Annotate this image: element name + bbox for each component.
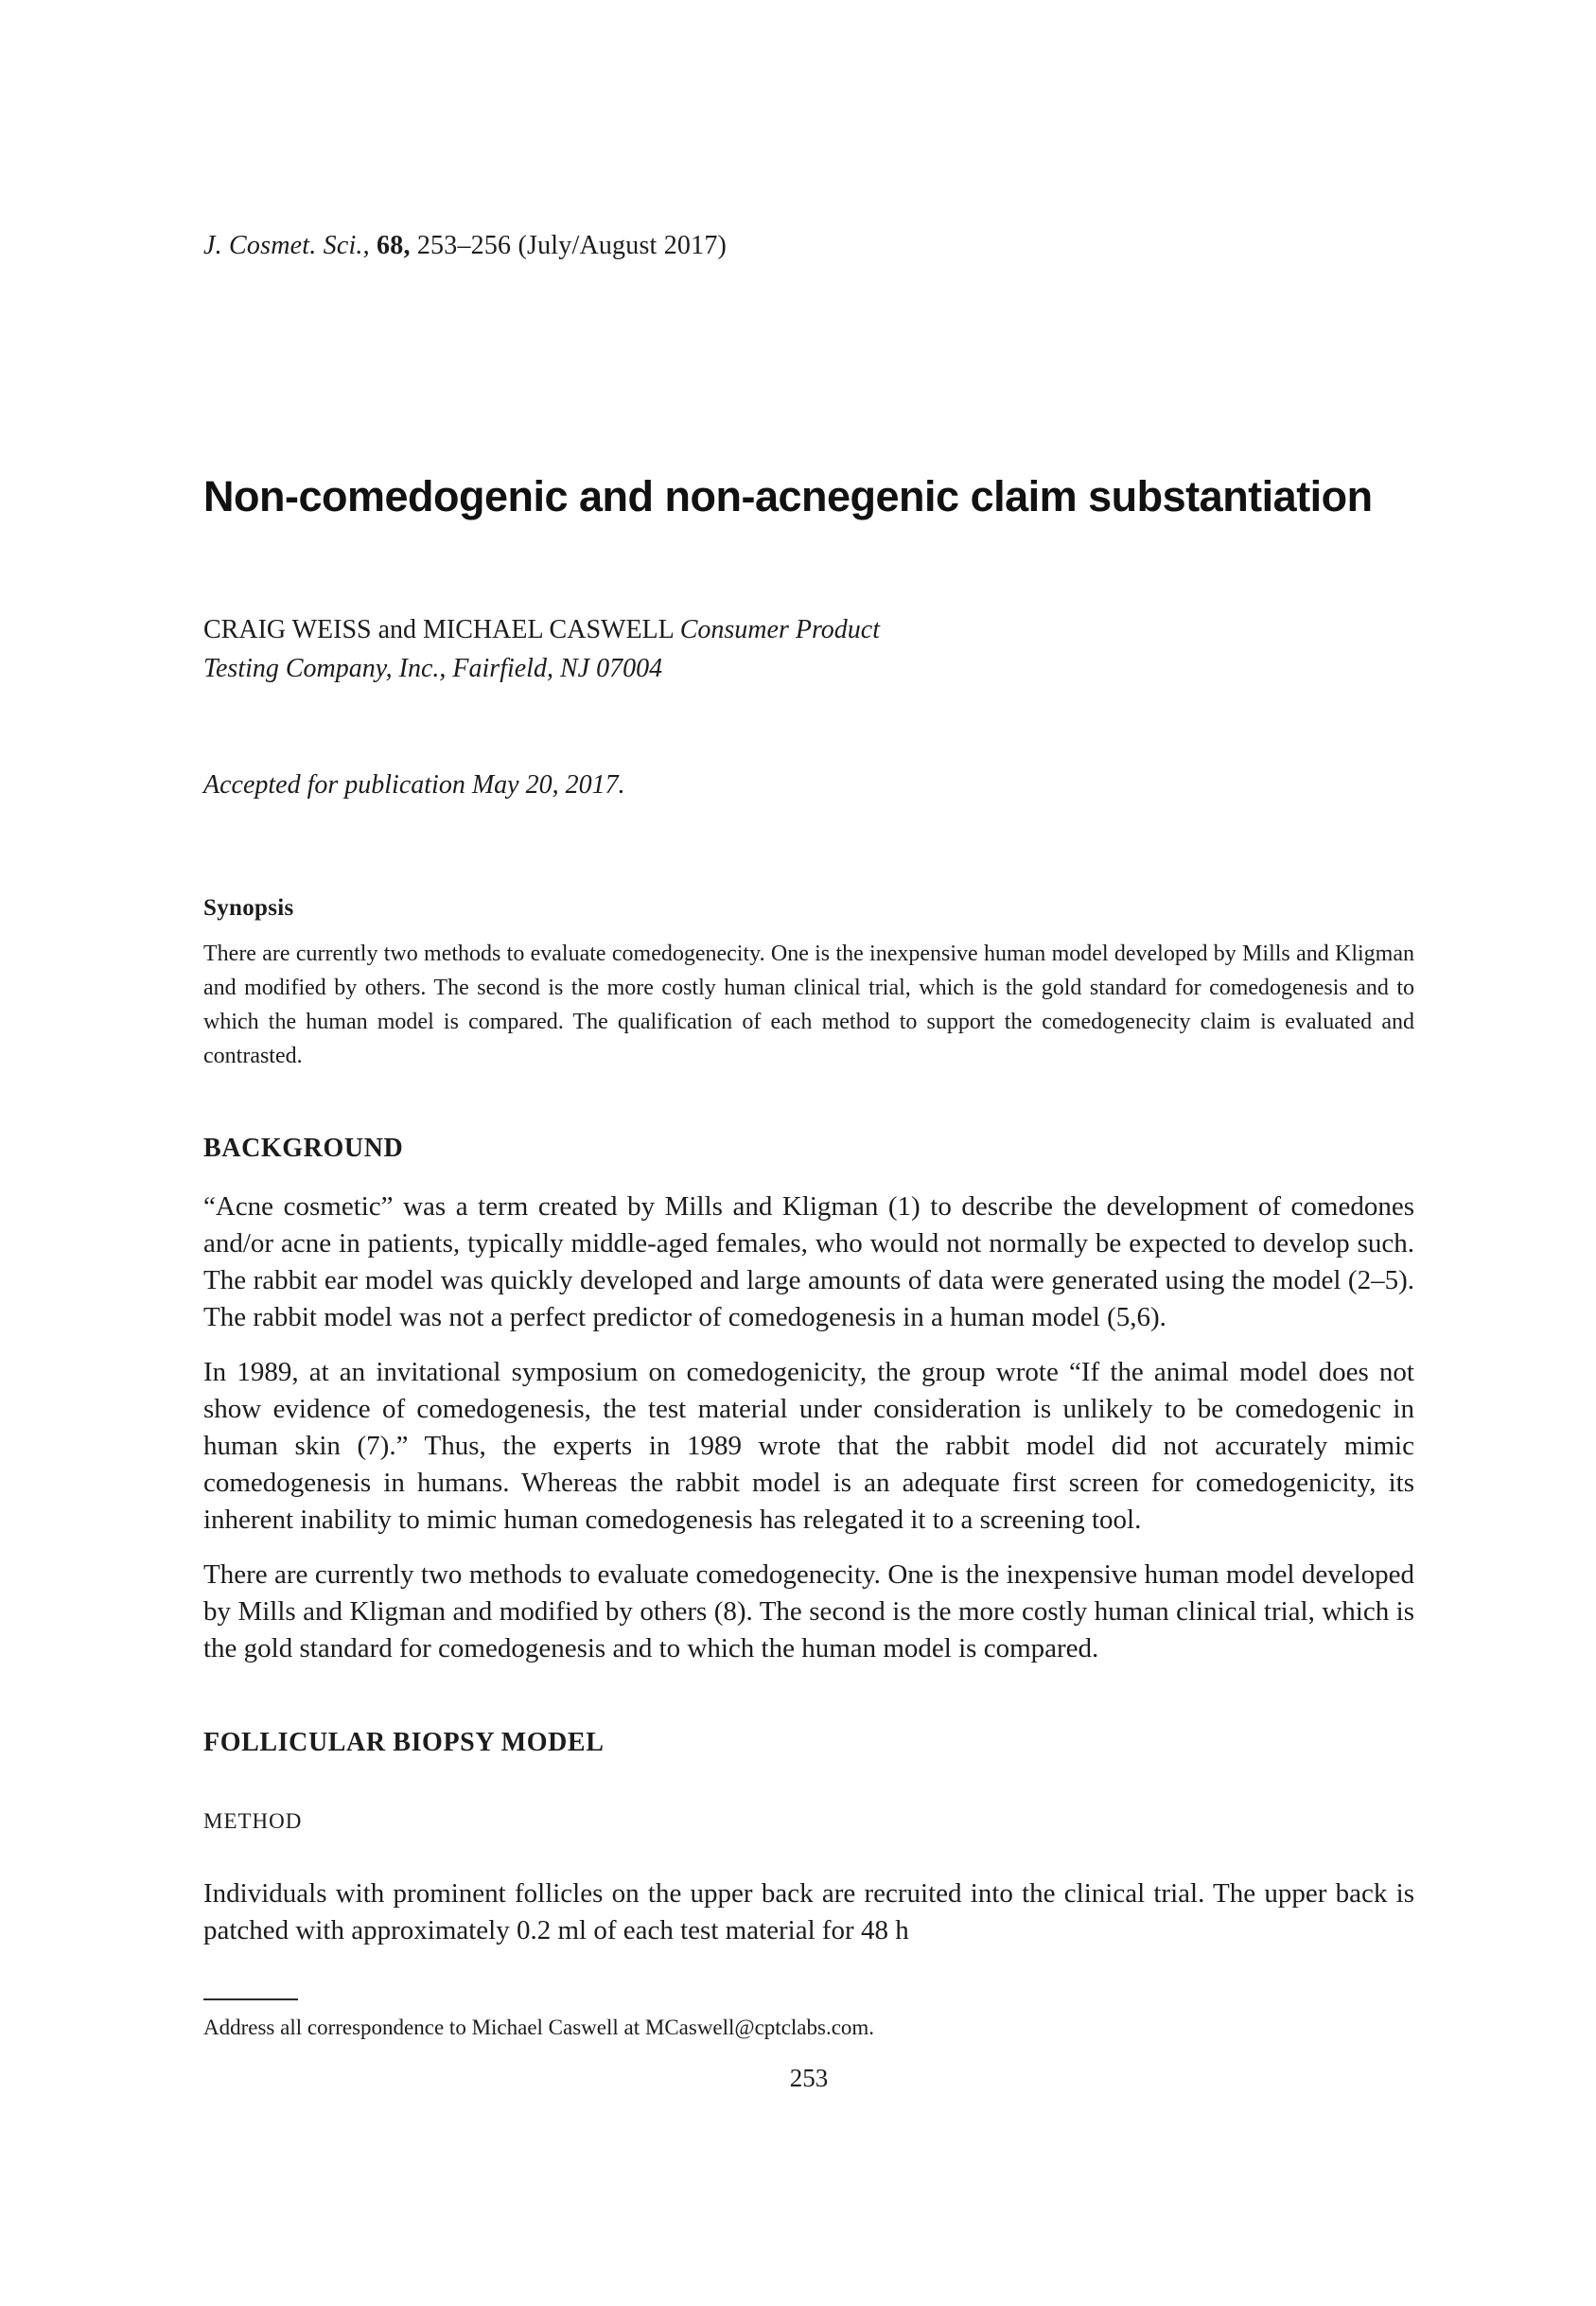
footnote-block <box>203 1998 1414 2042</box>
method-paragraph: Individuals with prominent follicles on the upper back are recruited into the clinical trial. The upper back is patched with approximately 0.2 ml of each test material for 48 h <box>203 1877 1414 1945</box>
synopsis-body: There are currently two methods to evaluate comedogenecity. One is the inexpensive human model developed by Mills and Kligman and modified by others. The second is the more costly human clinical trial, which is the gold standard for comedogenesis and to which the human model is compared. The qualification of each method to support the comedogenecity claim is evaluated and contrasted. <box>203 941 1414 1068</box>
journal-volume: 68, <box>377 231 411 260</box>
page-number: 253 <box>789 2064 829 2093</box>
accepted-note: Accepted for publication May 20, 2017. <box>203 769 625 800</box>
background-paragraph-3: There are currently two methods to evaluate comedogenecity. One is the inexpensive human model developed by Mills and Kligman and modified by others (8). The second is the more costly human clinical trial, which is the gold standard for comedogenesis and to which the human model is compared. <box>203 1558 1414 1663</box>
author-names: CRAIG WEISS and MICHAEL CASWELL <box>203 615 674 645</box>
article-title: Non-comedogenic and non-acnegenic claim substantiation <box>203 471 1373 520</box>
synopsis-heading: Synopsis <box>203 894 294 921</box>
method-subheading: METHOD <box>203 1808 303 1833</box>
background-paragraph-1: “Acne cosmetic” was a term created by Mills and Kligman (1) to describe the development of comedones and/or acne in patients, typically middle-aged females, who would not normally be expected to develop such. The rabbit ear model was quickly developed and large amounts of data were generated using the model (2–5). The rabbit model was not a perfect predictor of comedogenesis in a human model (5,6). <box>203 1190 1414 1332</box>
background-section <box>203 1134 1414 1667</box>
journal-name: J. Cosmet. Sci., <box>203 231 370 260</box>
author-byline <box>203 611 1414 688</box>
follicular-heading: FOLLICULAR BIOPSY MODEL <box>203 1727 605 1757</box>
footnote-rule <box>203 1998 298 2000</box>
footnote-text: Address all correspondence to Michael Caswell at MCaswell@cptclabs.com. <box>203 2015 875 2039</box>
journal-reference <box>203 230 1414 262</box>
background-paragraph-2: In 1989, at an invitational symposium on comedogenicity, the group wrote “If the animal model does not show evidence of comedogenesis, the test material under consideration is unlikely to be comedogenic in human skin (7).” Thus, the experts in 1989 wrote that the rabbit model did not accurately mimic comedogenesis in humans. Whereas the rabbit model is an adequate first screen for comedogenicity, its inherent inability to mimic human comedogenesis has relegated it to a screening tool. <box>203 1356 1414 1535</box>
synopsis-section <box>203 895 1414 1073</box>
journal-pages: 253–256 (July/August 2017) <box>416 231 728 260</box>
affiliation-line-1: Consumer Product <box>679 615 881 645</box>
background-heading: BACKGROUND <box>203 1133 404 1163</box>
affiliation-line-2: Testing Company, Inc., Fairfield, NJ 07004 <box>203 653 663 683</box>
follicular-biopsy-section <box>203 1728 1414 1949</box>
